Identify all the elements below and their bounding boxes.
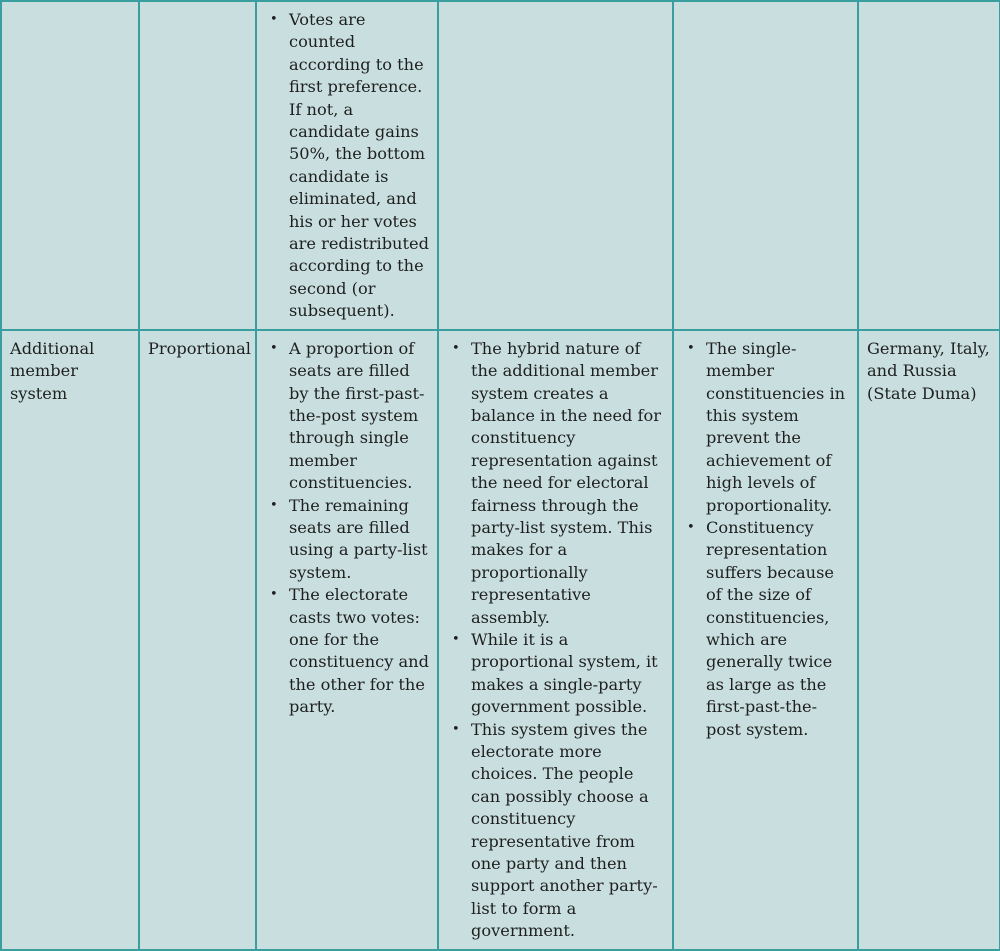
list-item: • This system gives the electorate more choices. The people can possibly choose a constituency representative from one party and then support another party-list to form a government.	[471, 719, 665, 943]
example-line: (State Duma)	[867, 383, 977, 403]
examples-cell	[858, 330, 1000, 950]
advantages-list	[447, 338, 665, 943]
system-name-cell	[1, 1, 139, 330]
table-row	[1, 1, 1000, 330]
list-item: • The hybrid nature of the additional member system creates a balance in the need for constituency representation against the need for electoral fairness through the party-list system. This makes for a proportionally representative assembly.	[471, 338, 665, 629]
list-item: • The electorate casts two votes: one for the constituency and the other for the party.	[289, 584, 430, 718]
example-line: and Russia	[867, 361, 957, 381]
system-name-line: member	[10, 361, 78, 381]
list-item: • Votes are counted according to the first preference. If not, a candidate gains 50%, the bottom candidate is eliminated, and his or her votes are redistributed according to the second (or subsequent).	[289, 9, 430, 323]
list-item: • While it is a proportional system, it makes a single-party government possible.	[471, 629, 665, 719]
disadvantages-cell	[673, 1, 858, 330]
system-type-cell: Proportional	[139, 330, 256, 950]
list-item: • The single-member constituencies in this system prevent the achievement of high levels of proportionality.	[706, 338, 850, 517]
disadvantages-list	[682, 338, 850, 741]
example-line: Germany, Italy,	[867, 338, 990, 358]
system-name-line: system	[10, 383, 68, 403]
advantages-cell	[438, 330, 673, 950]
system-name-line: Additional	[10, 338, 95, 358]
features-cell	[256, 330, 438, 950]
list-item: • The remaining seats are filled using a party-list system.	[289, 495, 430, 585]
system-type-cell	[139, 1, 256, 330]
examples-cell	[858, 1, 1000, 330]
features-list	[265, 338, 430, 719]
system-name-cell	[1, 330, 139, 950]
features-cell	[256, 1, 438, 330]
disadvantages-cell	[673, 330, 858, 950]
list-item: • Constituency representation suffers because of the size of constituencies, which are generally twice as large as the first-past-the-post system.	[706, 517, 850, 741]
list-item: • A proportion of seats are filled by the first-past-the-post system through single member constituencies.	[289, 338, 430, 495]
table-row	[1, 330, 1000, 950]
features-list	[265, 9, 430, 323]
advantages-cell	[438, 1, 673, 330]
